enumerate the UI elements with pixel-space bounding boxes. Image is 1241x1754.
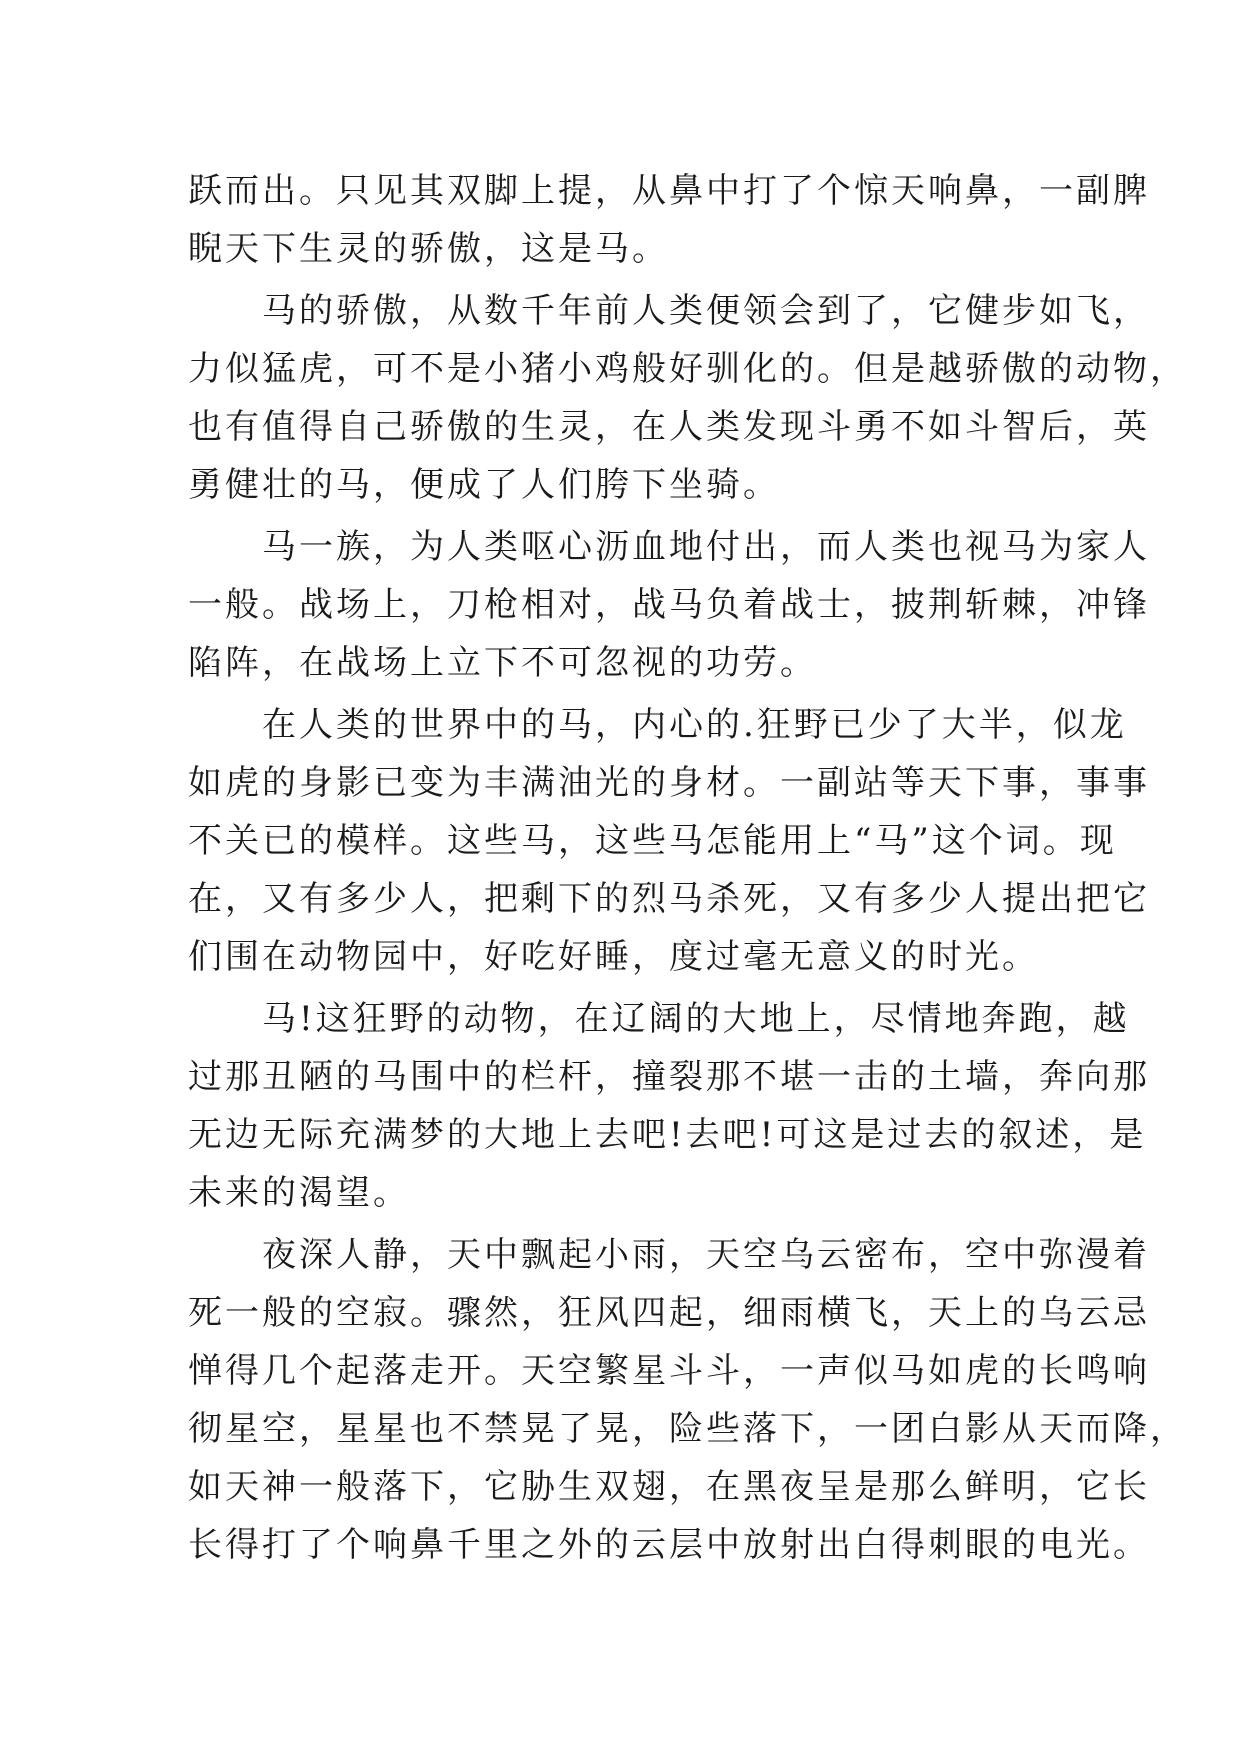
text-line: 马一族，为人类呕心沥血地付出，而人类也视马为家人 [188, 527, 1150, 567]
text-line: 死一般的空寂。骤然，狂风四起，细雨横飞，天上的乌云忌 [188, 1293, 1150, 1333]
text-line: 夜深人静，天中飘起小雨，天空乌云密布，空中弥漫着 [188, 1235, 1150, 1275]
text-line: 勇健壮的马，便成了人们胯下坐骑。 [188, 465, 780, 505]
text-line: 长得打了个响鼻千里之外的云层中放射出白得刺眼的电光。 [188, 1525, 1150, 1565]
text-line: 马!这狂野的动物，在辽阔的大地上，尽情地奔跑，越 [188, 999, 1130, 1039]
document-body [188, 162, 1187, 1574]
text-line: 惮得几个起落走开。天空繁星斗斗，一声似马如虎的长鸣响 [188, 1351, 1150, 1391]
text-line: 们围在动物园中，好吃好睡，度过毫无意义的时光。 [188, 937, 1039, 977]
text-line: 也有值得自己骄傲的生灵，在人类发现斗勇不如斗智后，英 [188, 407, 1150, 447]
text-line: 在，又有多少人，把剩下的烈马杀死，又有多少人提出把它 [188, 879, 1150, 919]
text-line: 陷阵，在战场上立下不可忽视的功劳。 [188, 643, 817, 683]
text-line: 如虎的身影已变为丰满油光的身材。一副站等天下事，事事 [188, 763, 1150, 803]
text-line: 彻星空，星星也不禁晃了晃，险些落下，一团白影从天而降， [188, 1409, 1187, 1449]
text-line: 力似猛虎，可不是小猪小鸡般好驯化的。但是越骄傲的动物， [188, 349, 1187, 389]
text-line: 马的骄傲，从数千年前人类便领会到了，它健步如飞， [188, 291, 1150, 331]
text-line: 一般。战场上，刀枪相对，战马负着战士，披荆斩棘，冲锋 [188, 585, 1150, 625]
text-line: 睨天下生灵的骄傲，这是马。 [188, 229, 669, 269]
text-line: 跃而出。只见其双脚上提，从鼻中打了个惊天响鼻，一副脾 [188, 171, 1150, 211]
text-line: 过那丑陋的马围中的栏杆，撞裂那不堪一击的土墙，奔向那 [188, 1057, 1150, 1097]
text-line: 在人类的世界中的马，内心的.狂野已少了大半，似龙 [188, 705, 1127, 745]
text-line: 无边无际充满梦的大地上去吧!去吧!可这是过去的叙述，是 [188, 1115, 1147, 1155]
text-line: 未来的渴望。 [188, 1173, 410, 1213]
text-line: 如天神一般落下，它胁生双翅，在黑夜呈是那么鲜明，它长 [188, 1467, 1150, 1507]
text-line: 不关已的模样。这些马，这些马怎能用上“马”这个词。现 [188, 821, 1117, 861]
